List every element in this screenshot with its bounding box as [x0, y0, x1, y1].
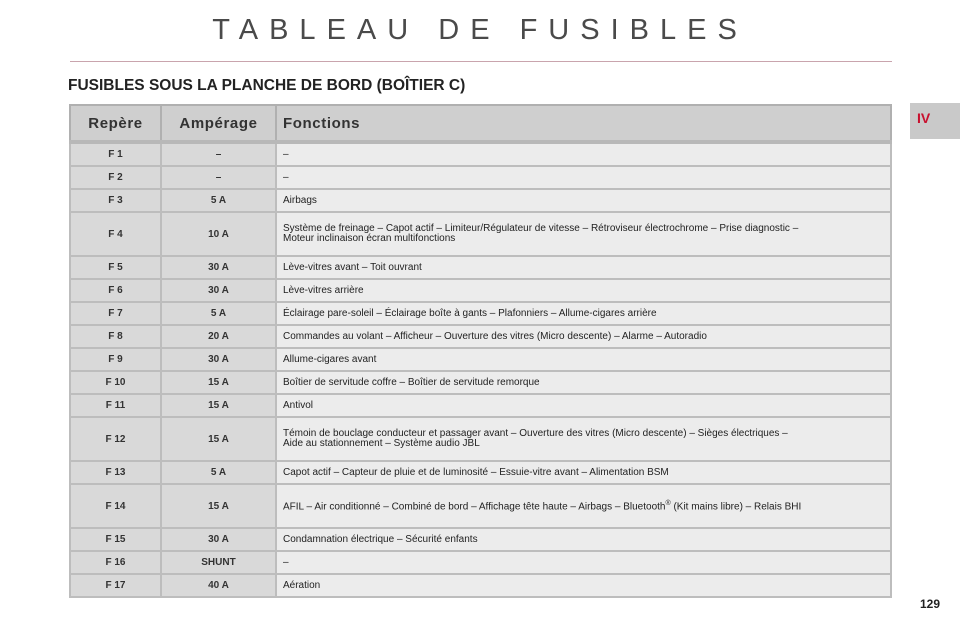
page-title: TABLEAU DE FUSIBLES	[212, 14, 748, 46]
table-row	[70, 325, 891, 348]
cell-fonctions: Éclairage pare-soleil – Éclairage boîte à gants – Plafonniers – Allume-cigares arrière	[276, 302, 891, 325]
cell-fonctions: Antivol	[276, 394, 891, 417]
cell-repere: F 2	[70, 166, 161, 189]
fonctions-line: Témoin de bouclage conducteur et passager avant – Ouverture des vitres (Micro descente) – Sièges électriques –	[283, 428, 788, 439]
fonctions-line: Moteur inclinaison écran multifonctions	[283, 233, 456, 244]
cell-amperage: 40 A	[161, 574, 276, 597]
table-row	[70, 484, 891, 528]
table-row	[70, 256, 891, 279]
section-heading: FUSIBLES SOUS LA PLANCHE DE BORD (BOÎTIER C)	[68, 77, 466, 94]
cell-repere: F 17	[70, 574, 161, 597]
cell-fonctions: Boîtier de servitude coffre – Boîtier de servitude remorque	[276, 371, 891, 394]
title-divider	[70, 61, 892, 62]
table-row	[70, 371, 891, 394]
cell-repere: F 5	[70, 256, 161, 279]
cell-fonctions	[276, 212, 891, 256]
header-fonctions: Fonctions	[276, 105, 891, 142]
cell-amperage: 15 A	[161, 417, 276, 461]
cell-repere: F 10	[70, 371, 161, 394]
cell-repere: F 12	[70, 417, 161, 461]
table-row	[70, 279, 891, 302]
cell-repere: F 6	[70, 279, 161, 302]
fonctions-text: AFIL – Air conditionné – Combiné de bord – Affichage tête haute – Airbags – Bluetooth	[283, 501, 666, 513]
table-row	[70, 189, 891, 212]
cell-fonctions: Aération	[276, 574, 891, 597]
cell-amperage: 30 A	[161, 348, 276, 371]
cell-fonctions: Lève-vitres arrière	[276, 279, 891, 302]
cell-repere: F 4	[70, 212, 161, 256]
cell-repere: F 9	[70, 348, 161, 371]
cell-repere: F 14	[70, 484, 161, 528]
cell-amperage: 15 A	[161, 394, 276, 417]
cell-repere: F 11	[70, 394, 161, 417]
table-row	[70, 212, 891, 256]
cell-fonctions	[276, 484, 891, 528]
cell-fonctions: –	[276, 142, 891, 166]
cell-fonctions: Lève-vitres avant – Toit ouvrant	[276, 256, 891, 279]
table-header-row	[70, 105, 891, 142]
cell-repere: F 15	[70, 528, 161, 551]
header-repere: Repère	[70, 105, 161, 142]
header-amperage: Ampérage	[161, 105, 276, 142]
cell-amperage: 5 A	[161, 302, 276, 325]
table-row	[70, 461, 891, 484]
cell-fonctions: Commandes au volant – Afficheur – Ouverture des vitres (Micro descente) – Alarme – Autoradio	[276, 325, 891, 348]
cell-amperage: 20 A	[161, 325, 276, 348]
table-row	[70, 551, 891, 574]
cell-amperage: SHUNT	[161, 551, 276, 574]
fonctions-line: Système de freinage – Capot actif – Limiteur/Régulateur de vitesse – Rétroviseur électrochrome – Prise diagnostic –	[283, 223, 799, 234]
page-number: 129	[919, 597, 940, 611]
table-row	[70, 142, 891, 166]
table-row	[70, 166, 891, 189]
cell-amperage: 15 A	[161, 484, 276, 528]
fonctions-text: (Kit mains libre) – Relais BHI	[670, 501, 802, 513]
chapter-tab[interactable]: IV	[910, 103, 960, 139]
cell-amperage: 15 A	[161, 371, 276, 394]
fuse-table	[69, 104, 892, 598]
cell-amperage: –	[161, 166, 276, 189]
fonctions-line: Aide au stationnement – Système audio JBL	[283, 438, 480, 449]
table-row	[70, 417, 891, 461]
cell-fonctions: Capot actif – Capteur de pluie et de luminosité – Essuie-vitre avant – Alimentation BSM	[276, 461, 891, 484]
cell-fonctions: Allume-cigares avant	[276, 348, 891, 371]
cell-amperage: 30 A	[161, 256, 276, 279]
table-row	[70, 394, 891, 417]
cell-amperage: 30 A	[161, 528, 276, 551]
table-row	[70, 574, 891, 597]
cell-amperage: 5 A	[161, 189, 276, 212]
cell-amperage: 10 A	[161, 212, 276, 256]
registered-mark: ®	[665, 500, 671, 508]
cell-amperage: 30 A	[161, 279, 276, 302]
cell-repere: F 1	[70, 142, 161, 166]
table-row	[70, 348, 891, 371]
cell-fonctions: Condamnation électrique – Sécurité enfants	[276, 528, 891, 551]
cell-repere: F 16	[70, 551, 161, 574]
cell-fonctions: –	[276, 551, 891, 574]
cell-fonctions	[276, 417, 891, 461]
cell-repere: F 13	[70, 461, 161, 484]
table-row	[70, 528, 891, 551]
cell-repere: F 8	[70, 325, 161, 348]
cell-repere: F 3	[70, 189, 161, 212]
cell-fonctions: –	[276, 166, 891, 189]
cell-fonctions: Airbags	[276, 189, 891, 212]
cell-amperage: 5 A	[161, 461, 276, 484]
cell-amperage: –	[161, 142, 276, 166]
table-row	[70, 302, 891, 325]
cell-repere: F 7	[70, 302, 161, 325]
